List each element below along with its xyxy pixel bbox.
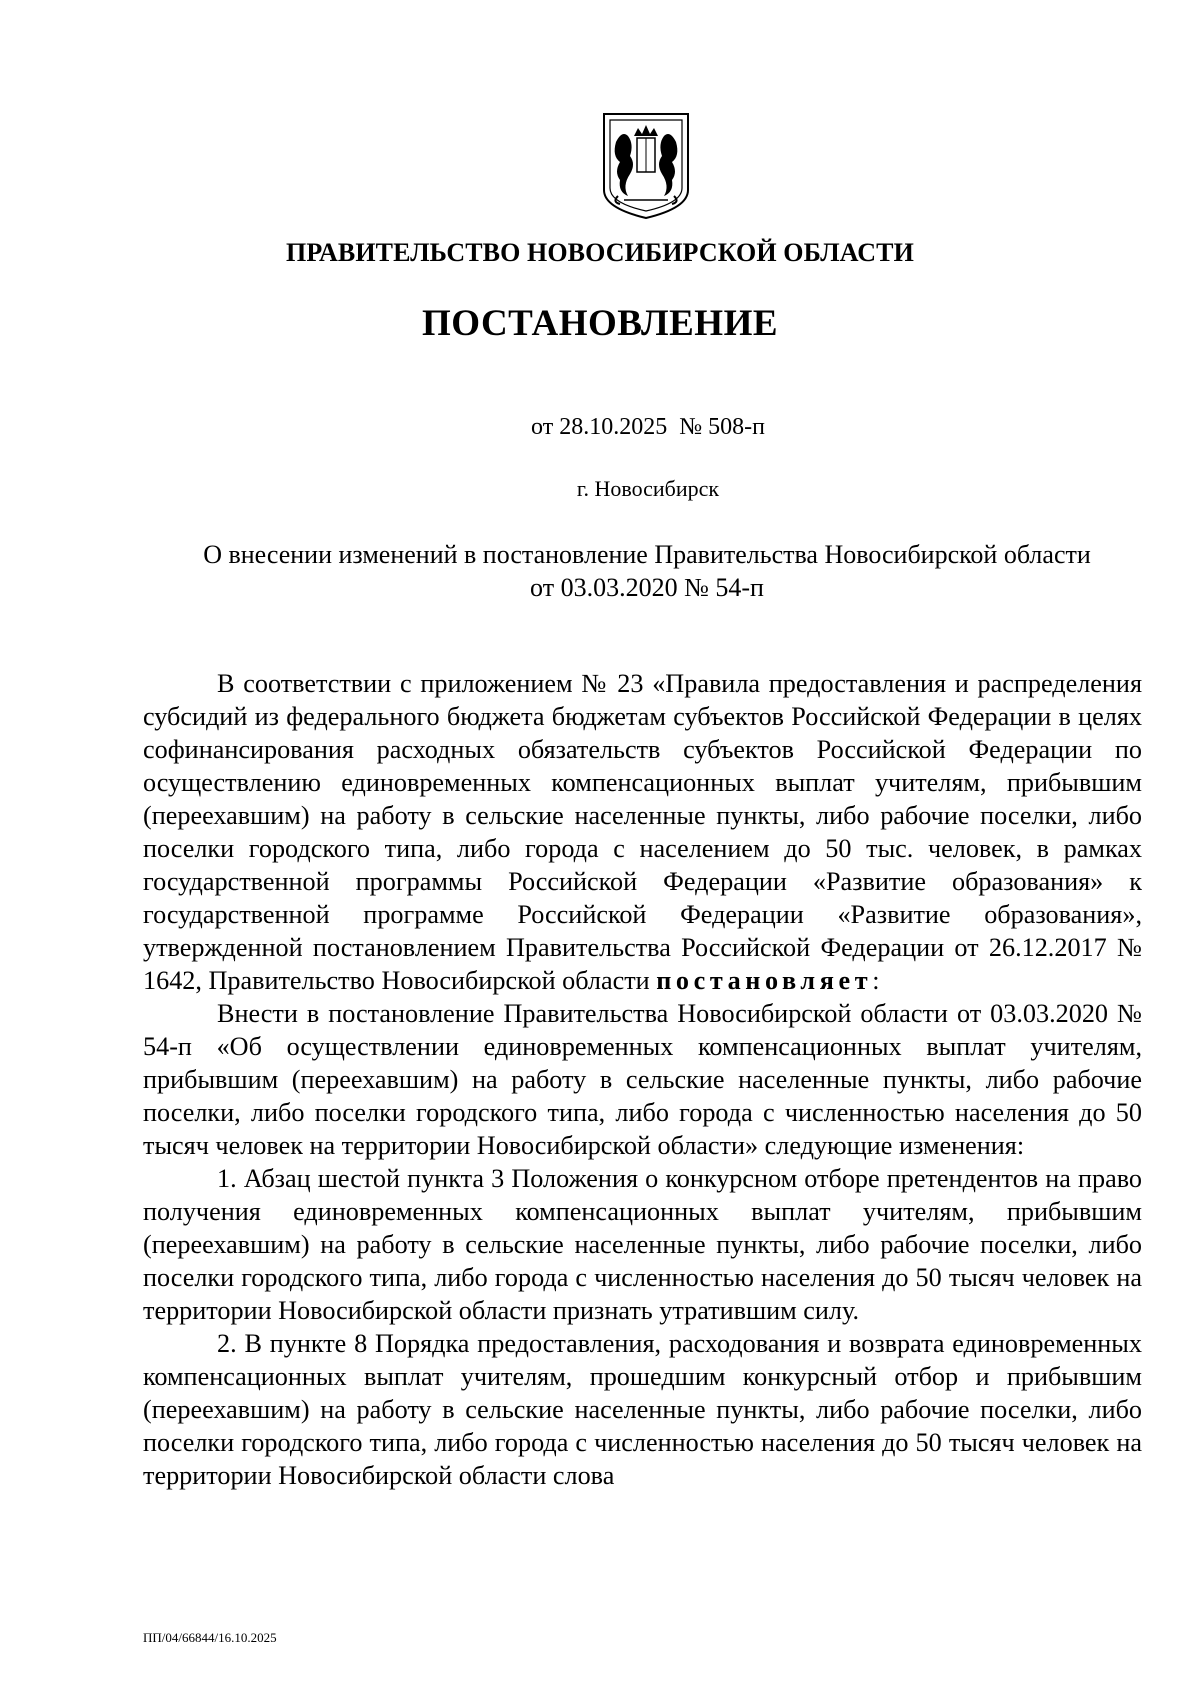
preamble-text: В соответствии с приложением № 23 «Правила предоставления и распределения субсидий из федерального бюджета бюджетам субъектов Российской Федерации в целях софинансирования расходных обязательств субъектов Российской Федерации по осуществлению единовременных компенсационных выплат учителям, прибывшим (переехавшим) на работу в сельские населенные пункты, либо рабочие поселки, либо поселки городского типа, либо города с населением до 50 тыс. человек, в рамках государственной программы Российской Федерации «Развитие образования» к государственной программе Российской Федерации «Развитие образования», утвержденной постановлением Правительства Российской Федерации от 26.12.2017 № 1642, Правительство Новосибирской области (143, 669, 1142, 995)
subject-line-1: О внесении изменений в постановление Правительства Новосибирской области (203, 540, 1091, 569)
preamble-colon: : (872, 966, 880, 995)
document-type-title: ПОСТАНОВЛЕНИЕ (421, 303, 779, 344)
document-subject (152, 538, 1142, 604)
subject-line-2: от 03.03.2020 № 54-п (530, 573, 764, 602)
paragraph-amend: Внести в постановление Правительства Новосибирской области от 03.03.2020 № 54-п «Об осуществлении единовременных компенсационных выплат учителям, прибывшим (переехавшим) на работу в сельские населенные пункты, либо рабочие поселки, либо поселки городского типа, либо города с численностью населения до 50 тысяч человек на территории Новосибирской области» следующие изменения: (143, 999, 1142, 1160)
footer-document-code: ПП/04/66844/16.10.2025 (143, 1630, 277, 1645)
paragraph-item-1: 1. Абзац шестой пункта 3 Положения о конкурсном отборе претендентов на право получения единовременных компенсационных выплат учителям, прибывшим (переехавшим) на работу в сельские населенные пункты, либо рабочие поселки, либо поселки городского типа, либо города с численностью населения до 50 тысяч человек на территории Новосибирской области признать утратившим силу. (143, 1164, 1142, 1325)
coat-of-arms-emblem (600, 112, 692, 220)
paragraph-item-2: 2. В пункте 8 Порядка предоставления, расходования и возврата единовременных компенсационных выплат учителям, прошедшим конкурсный отбор и прибывшим (переехавшим) на работу в сельские населенные пункты, либо рабочие поселки, либо поселки городского типа, либо города с численностью населения до 50 тысяч человек на территории Новосибирской области слова (143, 1329, 1142, 1490)
city-line: г. Новосибирск (576, 476, 720, 501)
document-number: № 508-п (679, 414, 765, 440)
date-number-line (0, 414, 1200, 441)
resolution-keyword: постановляет (656, 966, 873, 995)
paragraph-preamble (143, 667, 1142, 997)
document-body (143, 667, 1142, 1492)
organization-title: ПРАВИТЕЛЬСТВО НОВОСИБИРСКОЙ ОБЛАСТИ (286, 238, 914, 267)
document-date: от 28.10.2025 (531, 414, 668, 440)
